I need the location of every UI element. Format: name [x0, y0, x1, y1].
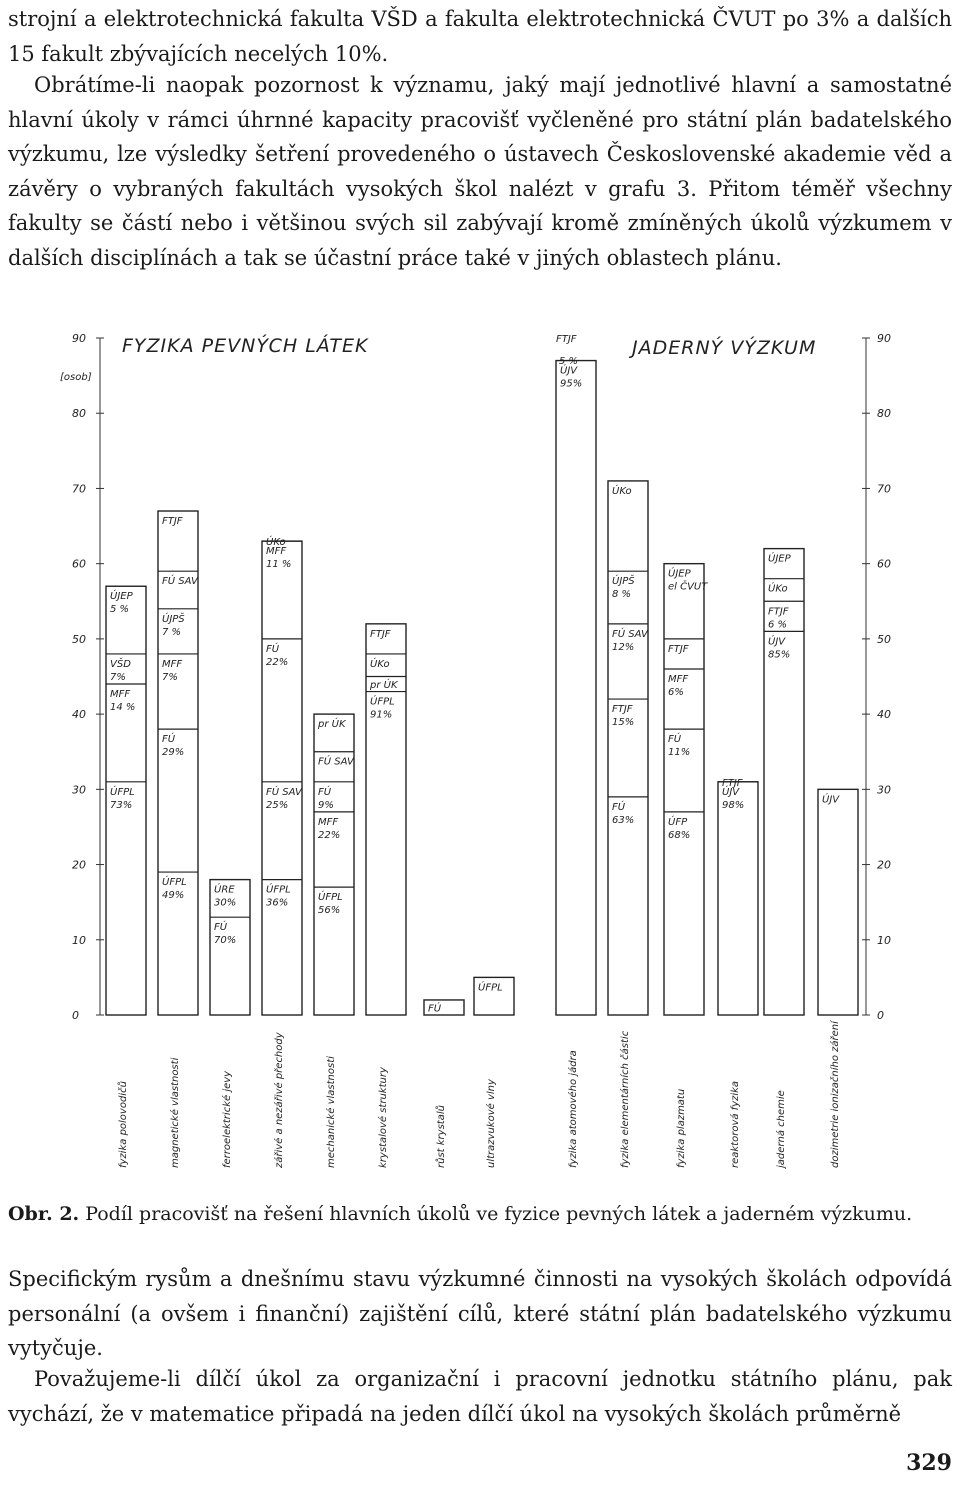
top-note-line-1: FTJF [556, 334, 577, 345]
segment-label: 68% [668, 829, 691, 841]
segment-label: ÚFPL [478, 982, 503, 994]
segment-label: ÚFPL [266, 884, 291, 896]
segment-label: el ČVUT [668, 581, 708, 593]
page-number: 329 [906, 1450, 952, 1476]
y-tick-label-left: 0 [72, 1009, 79, 1022]
segment-label: FÚ [214, 922, 228, 934]
segment-label: FÚ [162, 734, 176, 746]
stacked-bar-figure [0, 318, 960, 1198]
segment-label: 36% [266, 897, 289, 909]
segment-label: ÚFP [668, 816, 688, 828]
segment-label: 14 % [110, 702, 136, 714]
segment-label: FÚ [612, 801, 626, 813]
segment-label: MFF [266, 546, 287, 558]
figure-caption [8, 1200, 952, 1228]
bar [424, 1000, 464, 1015]
segment-label: pr ÚK [318, 719, 346, 731]
segment-label: FÚ [318, 786, 332, 798]
segment-label: 9% [318, 799, 334, 811]
bar [718, 778, 758, 1015]
y-tick-label-right: 50 [877, 632, 891, 646]
segment-label: ÚJEP [668, 568, 691, 580]
segment-label: 15% [612, 717, 635, 729]
segment-label: 70% [214, 935, 237, 947]
y-tick-label-left: 10 [72, 933, 86, 947]
segment-label: 30% [214, 897, 237, 909]
segment-label: ÚFPL [162, 877, 187, 889]
segment-label: ÚKo [370, 658, 390, 670]
segment-label: ÚRE [214, 884, 235, 896]
segment-label: 63% [612, 814, 635, 826]
bar-outline [664, 564, 704, 1015]
segment-label: FTJF [668, 643, 689, 655]
segment-label: 22% [266, 656, 289, 668]
segment-label: MFF [162, 658, 183, 670]
segment-label: ÚJEP [110, 591, 133, 603]
bar [556, 361, 596, 1015]
segment-label: 25% [266, 799, 289, 811]
segment-label: ÚJV [560, 365, 578, 377]
paragraph-specific-features: Specifickým rysům a dnešnímu stavu výzkumné činnosti na vysokých školách odpovídá personální (a ovšem i finanční) zajištění cílů, které státní plán badatelského výzkumu vytyčuje. [8, 1267, 952, 1361]
segment-label: 73% [110, 799, 133, 811]
y-tick-label-right: 70 [877, 482, 891, 496]
y-tick-label-left: 50 [72, 632, 86, 646]
paragraph-graph-reference: Obrátíme-li naopak pozornost k významu, jaký mají jednotlivé hlavní a samostatné hlavní úkoly v rámci úhrnné kapacity pracovišť vyčleněné pro státní plán badatelského výzkumu, lze výsledky šetření provedeného o ústavech Československé akademie věd a závěry o vybraných fakultách vysokých škol nalézt v grafu 3. Přitom téměř všechny fakulty se částí nebo i většinou svých sil zabývají kromě zmíněných úkolů výzkumem v dalších disciplínách a tak se účastní práce také v jiných oblastech plánu. [8, 73, 952, 270]
segment-label: MFF [318, 816, 339, 828]
y-tick-label-right: 40 [877, 708, 891, 722]
category-label: krystalové struktury [378, 1067, 389, 1168]
segment-label: 6 % [768, 619, 788, 631]
panel-title-solid-state: FYZIKA PEVNÝCH LÁTEK [122, 335, 369, 357]
segment-label: FTJF [768, 606, 789, 618]
category-label: fyzika polovodičů [118, 1081, 129, 1168]
segment-label: 85% [768, 649, 791, 661]
top-note-line-2: 5 % [559, 356, 579, 367]
segment-label: ÚFPL [318, 892, 343, 904]
y-tick-label-right: 10 [877, 933, 891, 947]
segment-label: VŠD [110, 658, 131, 670]
segment-label: 5 % [110, 604, 130, 616]
segment-label: ÚKo [768, 583, 788, 595]
segment-label: ÚKo [266, 537, 286, 549]
category-label: fyzika plazmatu [676, 1088, 687, 1168]
segment-label: pr ÚK [370, 680, 398, 692]
category-label: reaktorová fyzika [730, 1080, 741, 1168]
segment-label: ÚJV [822, 794, 840, 806]
category-labels [117, 1020, 841, 1170]
y-tick-label-right: 80 [877, 407, 891, 421]
y-tick-label-right: 20 [877, 858, 891, 872]
bar [158, 511, 199, 1015]
segment-label: ÚKo [612, 485, 632, 497]
panel-title-nuclear: JADERNÝ VÝZKUM [632, 337, 817, 359]
caption-label: Obr. 2. [8, 1203, 80, 1225]
segment-label: 95% [560, 378, 583, 390]
segment-label: ÚJV [722, 786, 740, 798]
segment-label: 12% [612, 641, 635, 653]
y-tick-label-left: 70 [72, 482, 86, 496]
bar [210, 880, 250, 1015]
y-tick-label-left: 80 [72, 407, 86, 421]
segment-label: FÚ [668, 734, 682, 746]
segment-label: FTJF [162, 516, 183, 528]
category-label: fyzika elementárních částic [620, 1030, 631, 1168]
segment-label: FÚ SAV [162, 576, 198, 588]
segment-label: 11 % [266, 559, 292, 571]
y-tick-label-left: 90 [72, 332, 86, 345]
bar-outline [262, 541, 302, 1015]
segment-label: FTJF [370, 628, 391, 640]
segment-label: MFF [668, 673, 689, 685]
y-tick-label-right: 90 [877, 332, 891, 345]
category-label: magnetické vlastnosti [170, 1057, 181, 1168]
segment-label: ÚJV [768, 636, 786, 648]
y-tick-label-left: 40 [72, 708, 86, 722]
segment-label: ÚJPŠ [612, 576, 635, 588]
paragraph-intro: strojní a elektrotechnická fakulta VŠD a fakulta elektrotechnická ČVUT po 3% a dalších 15 fakult zbývajících necelých 10%. [8, 7, 952, 66]
paragraph-partial-tasks: Považujeme-li dílčí úkol za organizační i pracovní jednotku státního plánu, pak vychází, že v matematice připadá na jeden dílčí úkol na vysokých školách průměrně [8, 1367, 952, 1426]
y-tick-label-right: 60 [877, 557, 891, 571]
bar [106, 586, 146, 1015]
bar [474, 977, 514, 1015]
category-label: dozimetrie ionizačního záření [830, 1021, 841, 1168]
segment-label: ÚFPL [370, 696, 395, 708]
segment-label: FÚ [266, 643, 280, 655]
bar-outline [818, 789, 858, 1015]
segment-label: 56% [318, 905, 341, 917]
segment-label: 7% [110, 671, 126, 683]
segment-label: FÚ SAV [266, 786, 302, 798]
unit-label: [osob] [60, 372, 92, 383]
segment-label: ÚFPL [110, 786, 135, 798]
segment-label: FÚ [428, 1003, 442, 1015]
category-label: fyzika atomového jádra [568, 1050, 579, 1168]
bar-outline [556, 361, 596, 1015]
category-label: ferroelektrické jevy [222, 1070, 233, 1168]
segment-label: 29% [162, 747, 185, 759]
bar [366, 624, 406, 1015]
bar-outline [608, 481, 648, 1015]
segment-label: 11% [668, 747, 691, 759]
y-tick-label-left: 30 [72, 783, 86, 797]
segment-label: 98% [722, 799, 745, 811]
category-label: růst krystalů [436, 1105, 447, 1168]
segment-label: FÚ SAV [318, 756, 354, 768]
bar [262, 535, 303, 1015]
segment-label: 91% [370, 709, 393, 721]
bars [106, 361, 858, 1015]
segment-label: ÚJPŠ [162, 613, 185, 625]
segment-label: FÚ SAV [612, 628, 648, 640]
segment-label: 6% [668, 686, 684, 698]
bar [818, 789, 858, 1015]
segment-label: 7% [162, 671, 178, 683]
category-label: ultrazvukové vlny [486, 1079, 497, 1168]
segment-label: FTJF [722, 777, 743, 789]
segment-label: 49% [162, 890, 185, 902]
category-label: jaderná chemie [776, 1090, 787, 1168]
y-tick-label-right: 0 [877, 1009, 884, 1022]
bar [608, 481, 649, 1015]
segment-label: 8 % [612, 589, 632, 601]
segment-label: 22% [318, 829, 341, 841]
bar [764, 549, 804, 1015]
segment-label: ÚJEP [768, 553, 791, 565]
y-tick-label-right: 30 [877, 783, 891, 797]
bar [314, 714, 355, 1015]
caption-text: Podíl pracovišť na řešení hlavních úkolů ve fyzice pevných látek a jaderném výzkumu. [85, 1203, 913, 1225]
segment-label: MFF [110, 689, 131, 701]
y-ticks [72, 332, 891, 1022]
bar-outline [718, 782, 758, 1015]
segment-label: FTJF [612, 704, 633, 716]
y-tick-label-left: 60 [72, 557, 86, 571]
category-label: mechanické vlastnosti [326, 1056, 337, 1168]
category-label: zářivé a nezářivé přechody [274, 1032, 285, 1168]
bar [664, 564, 708, 1015]
y-tick-label-left: 20 [72, 858, 86, 872]
segment-label: 7 % [162, 626, 182, 638]
